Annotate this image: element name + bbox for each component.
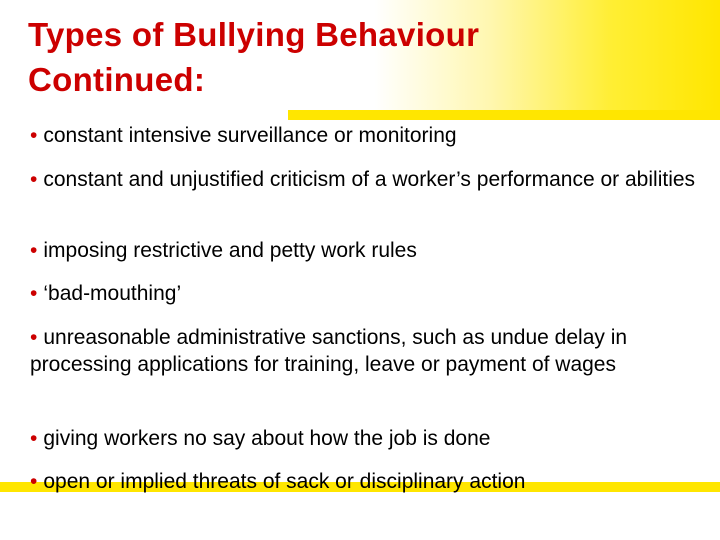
bullet-dot: •: [30, 239, 38, 262]
bullet-item: [30, 122, 700, 149]
bullet-dot: •: [30, 470, 38, 493]
bullet-text: giving workers no say about how the job is done: [43, 427, 491, 450]
bullet-text: unreasonable administrative sanctions, such as undue delay in processing applications for training, leave or payment of wages: [30, 326, 628, 376]
bullet-dot: •: [30, 427, 38, 450]
bullet-text: ‘bad-mouthing’: [43, 282, 182, 305]
bullet-item: [30, 425, 700, 452]
bullet-dot: •: [30, 124, 38, 147]
bullet-item: [30, 166, 700, 193]
bullet-item: [30, 237, 700, 264]
bullet-dot: •: [30, 282, 38, 305]
bullet-dot: •: [30, 168, 38, 191]
bullet-dot: •: [30, 326, 38, 349]
bullet-text: constant and unjustified criticism of a worker’s performance or abilities: [43, 168, 696, 191]
bullet-text: open or implied threats of sack or disciplinary action: [43, 470, 526, 493]
slide-title: [28, 12, 479, 102]
bullet-item: [30, 324, 700, 378]
accent-bar-top: [288, 110, 720, 120]
bullet-text: constant intensive surveillance or monitoring: [43, 124, 457, 147]
bullet-item: [30, 468, 700, 495]
slide-title-line-2: Continued:: [28, 61, 206, 98]
bullet-item: [30, 280, 700, 307]
slide-title-line-1: Types of Bullying Behaviour: [28, 16, 480, 53]
bullet-text: imposing restrictive and petty work rules: [43, 239, 417, 262]
